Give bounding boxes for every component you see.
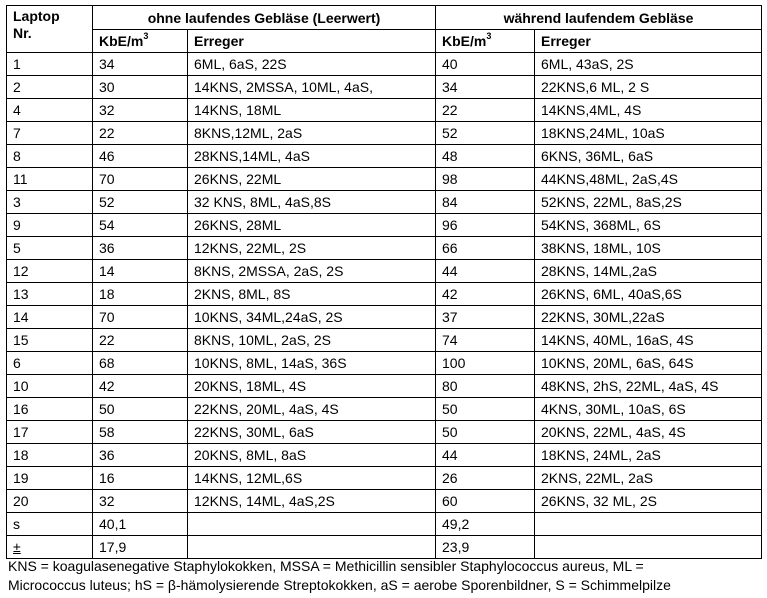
results-table xyxy=(6,5,762,559)
kbe-fan-running-cell: 66 xyxy=(436,237,535,260)
table-row xyxy=(7,191,762,214)
kbe-fan-running-cell: 84 xyxy=(436,191,535,214)
kbe-fan-running-cell: 42 xyxy=(436,283,535,306)
kbe-baseline-cell: 22 xyxy=(93,329,188,352)
stat-empty-cell xyxy=(188,536,436,559)
erreger-baseline-cell: 32 KNS, 8ML, 4aS,8S xyxy=(188,191,436,214)
kbe-fan-running-cell: 48 xyxy=(436,145,535,168)
erreger-fan-running-cell: 26KNS, 32 ML, 2S xyxy=(535,490,762,513)
kbe-fan-running-cell: 37 xyxy=(436,306,535,329)
laptop-cell: 7 xyxy=(7,122,93,145)
laptop-header-line1: Laptop xyxy=(13,8,60,24)
erreger-fan-running-cell: 26KNS, 6ML, 40aS,6S xyxy=(535,283,762,306)
kbe-fan-running-cell: 44 xyxy=(436,444,535,467)
erreger-baseline-cell: 6ML, 6aS, 22S xyxy=(188,53,436,76)
kbe-baseline-cell: 32 xyxy=(93,490,188,513)
footnote-line-1: KNS = koagulasenegative Staphylokokken, MSSA = Methicillin sensibler Staphylococcus aureus, ML = xyxy=(8,558,644,574)
erreger-baseline-cell: 8KNS,12ML, 2aS xyxy=(188,122,436,145)
laptop-cell: 5 xyxy=(7,237,93,260)
laptop-cell: 9 xyxy=(7,214,93,237)
table-row xyxy=(7,237,762,260)
erreger-baseline-cell: 12KNS, 14ML, 4aS,2S xyxy=(188,490,436,513)
erreger-fan-running-cell: 52KNS, 22ML, 8aS,2S xyxy=(535,191,762,214)
kbe-fan-running-cell: 26 xyxy=(436,467,535,490)
erreger-baseline-cell: 8KNS, 2MSSA, 2aS, 2S xyxy=(188,260,436,283)
erreger-baseline-cell: 14KNS, 18ML xyxy=(188,99,436,122)
kbe-fan-running-cell: 60 xyxy=(436,490,535,513)
kbe-unit-exponent: 3 xyxy=(486,31,492,42)
table-row xyxy=(7,467,762,490)
kbe-baseline-cell: 32 xyxy=(93,99,188,122)
erreger-baseline-cell: 12KNS, 22ML, 2S xyxy=(188,237,436,260)
table-body xyxy=(7,53,762,559)
kbe-fan-running-cell: 100 xyxy=(436,352,535,375)
erreger-baseline-cell: 14KNS, 2MSSA, 10ML, 4aS, xyxy=(188,76,436,99)
kbe-baseline-cell: 36 xyxy=(93,444,188,467)
kbe-fan-running-cell: 34 xyxy=(436,76,535,99)
kbe-header-fan-running xyxy=(436,30,535,53)
erreger-fan-running-cell: 44KNS,48ML, 2aS,4S xyxy=(535,168,762,191)
stat-label-cell xyxy=(7,536,93,559)
kbe-baseline-cell: 42 xyxy=(93,375,188,398)
erreger-fan-running-cell: 54KNS, 368ML, 6S xyxy=(535,214,762,237)
kbe-unit-label: KbE/m xyxy=(99,33,144,49)
table-row xyxy=(7,352,762,375)
table-row xyxy=(7,283,762,306)
table-row xyxy=(7,76,762,99)
kbe-fan-running-cell: 98 xyxy=(436,168,535,191)
kbe-unit-label: KbE/m xyxy=(442,33,487,49)
table-row xyxy=(7,260,762,283)
kbe-fan-running-cell: 50 xyxy=(436,421,535,444)
laptop-cell: 14 xyxy=(7,306,93,329)
stat-kbe-baseline-cell: 40,1 xyxy=(93,513,188,536)
table-row xyxy=(7,444,762,467)
kbe-baseline-cell: 58 xyxy=(93,421,188,444)
stat-empty-cell xyxy=(535,513,762,536)
kbe-header-baseline xyxy=(93,30,188,53)
erreger-fan-running-cell: 6KNS, 36ML, 6aS xyxy=(535,145,762,168)
erreger-baseline-cell: 20KNS, 8ML, 8aS xyxy=(188,444,436,467)
erreger-baseline-cell: 8KNS, 10ML, 2aS, 2S xyxy=(188,329,436,352)
erreger-header-fan-running: Erreger xyxy=(535,30,762,53)
kbe-fan-running-cell: 22 xyxy=(436,99,535,122)
erreger-baseline-cell: 2KNS, 8ML, 8S xyxy=(188,283,436,306)
erreger-baseline-cell: 20KNS, 18ML, 4S xyxy=(188,375,436,398)
erreger-fan-running-cell: 18KNS,24ML, 10aS xyxy=(535,122,762,145)
laptop-cell: 12 xyxy=(7,260,93,283)
laptop-header xyxy=(7,6,93,53)
kbe-baseline-cell: 30 xyxy=(93,76,188,99)
table-row xyxy=(7,53,762,76)
erreger-fan-running-cell: 28KNS, 14ML,2aS xyxy=(535,260,762,283)
erreger-fan-running-cell: 14KNS, 40ML, 16aS, 4S xyxy=(535,329,762,352)
laptop-cell: 13 xyxy=(7,283,93,306)
erreger-fan-running-cell: 4KNS, 30ML, 10aS, 6S xyxy=(535,398,762,421)
kbe-baseline-cell: 50 xyxy=(93,398,188,421)
laptop-header-line2: Nr. xyxy=(13,25,32,41)
kbe-baseline-cell: 46 xyxy=(93,145,188,168)
footnote-line-2: Micrococcus luteus; hS = β-hämolysierende Streptokokken, aS = aerobe Sporenbildner, S = Schimmelpilze xyxy=(8,577,671,593)
kbe-fan-running-cell: 80 xyxy=(436,375,535,398)
erreger-fan-running-cell: 48KNS, 2hS, 22ML, 4aS, 4S xyxy=(535,375,762,398)
erreger-fan-running-cell: 38KNS, 18ML, 10S xyxy=(535,237,762,260)
laptop-cell: 2 xyxy=(7,76,93,99)
erreger-fan-running-cell: 22KNS, 30ML,22aS xyxy=(535,306,762,329)
kbe-baseline-cell: 54 xyxy=(93,214,188,237)
stat-empty-cell xyxy=(535,536,762,559)
kbe-fan-running-cell: 74 xyxy=(436,329,535,352)
table-row xyxy=(7,122,762,145)
kbe-baseline-cell: 70 xyxy=(93,168,188,191)
stat-label-cell: s xyxy=(7,513,93,536)
laptop-cell: 3 xyxy=(7,191,93,214)
kbe-baseline-cell: 68 xyxy=(93,352,188,375)
table-row xyxy=(7,168,762,191)
kbe-fan-running-cell: 44 xyxy=(436,260,535,283)
group-header-fan-running: während laufendem Gebläse xyxy=(436,6,762,30)
erreger-fan-running-cell: 22KNS,6 ML, 2 S xyxy=(535,76,762,99)
laptop-cell: 15 xyxy=(7,329,93,352)
laptop-cell: 11 xyxy=(7,168,93,191)
laptop-cell: 6 xyxy=(7,352,93,375)
stat-kbe-baseline-cell: 17,9 xyxy=(93,536,188,559)
stats-row xyxy=(7,536,762,559)
erreger-baseline-cell: 28KNS,14ML, 4aS xyxy=(188,145,436,168)
kbe-baseline-cell: 16 xyxy=(93,467,188,490)
erreger-baseline-cell: 26KNS, 28ML xyxy=(188,214,436,237)
kbe-baseline-cell: 52 xyxy=(93,191,188,214)
erreger-fan-running-cell: 2KNS, 22ML, 2aS xyxy=(535,467,762,490)
kbe-baseline-cell: 22 xyxy=(93,122,188,145)
kbe-baseline-cell: 36 xyxy=(93,237,188,260)
kbe-baseline-cell: 70 xyxy=(93,306,188,329)
laptop-cell: 1 xyxy=(7,53,93,76)
kbe-fan-running-cell: 40 xyxy=(436,53,535,76)
laptop-cell: 16 xyxy=(7,398,93,421)
erreger-baseline-cell: 22KNS, 30ML, 6aS xyxy=(188,421,436,444)
erreger-fan-running-cell: 20KNS, 22ML, 4aS, 4S xyxy=(535,421,762,444)
erreger-baseline-cell: 26KNS, 22ML xyxy=(188,168,436,191)
plus-minus-symbol: ± xyxy=(13,539,21,555)
laptop-cell: 20 xyxy=(7,490,93,513)
table-row xyxy=(7,214,762,237)
kbe-baseline-cell: 14 xyxy=(93,260,188,283)
erreger-fan-running-cell: 6ML, 43aS, 2S xyxy=(535,53,762,76)
stat-kbe-fan-running-cell: 23,9 xyxy=(436,536,535,559)
stats-row xyxy=(7,513,762,536)
erreger-fan-running-cell: 14KNS,4ML, 4S xyxy=(535,99,762,122)
group-header-baseline: ohne laufendes Gebläse (Leerwert) xyxy=(93,6,436,30)
table-row xyxy=(7,329,762,352)
erreger-baseline-cell: 14KNS, 12ML,6S xyxy=(188,467,436,490)
laptop-cell: 4 xyxy=(7,99,93,122)
table-row xyxy=(7,490,762,513)
stat-empty-cell xyxy=(188,513,436,536)
kbe-fan-running-cell: 96 xyxy=(436,214,535,237)
footnote xyxy=(8,557,763,595)
erreger-baseline-cell: 10KNS, 34ML,24aS, 2S xyxy=(188,306,436,329)
laptop-cell: 18 xyxy=(7,444,93,467)
laptop-cell: 17 xyxy=(7,421,93,444)
kbe-unit-exponent: 3 xyxy=(143,31,149,42)
kbe-baseline-cell: 34 xyxy=(93,53,188,76)
erreger-baseline-cell: 22KNS, 20ML, 4aS, 4S xyxy=(188,398,436,421)
table-row xyxy=(7,375,762,398)
stat-kbe-fan-running-cell: 49,2 xyxy=(436,513,535,536)
laptop-cell: 8 xyxy=(7,145,93,168)
table-row xyxy=(7,99,762,122)
erreger-baseline-cell: 10KNS, 8ML, 14aS, 36S xyxy=(188,352,436,375)
table-row xyxy=(7,306,762,329)
kbe-fan-running-cell: 52 xyxy=(436,122,535,145)
laptop-cell: 10 xyxy=(7,375,93,398)
kbe-fan-running-cell: 50 xyxy=(436,398,535,421)
erreger-header-baseline: Erreger xyxy=(188,30,436,53)
erreger-fan-running-cell: 18KNS, 24ML, 2aS xyxy=(535,444,762,467)
table-row xyxy=(7,421,762,444)
table-row xyxy=(7,398,762,421)
erreger-fan-running-cell: 10KNS, 20ML, 6aS, 64S xyxy=(535,352,762,375)
kbe-baseline-cell: 18 xyxy=(93,283,188,306)
laptop-cell: 19 xyxy=(7,467,93,490)
table-row xyxy=(7,145,762,168)
